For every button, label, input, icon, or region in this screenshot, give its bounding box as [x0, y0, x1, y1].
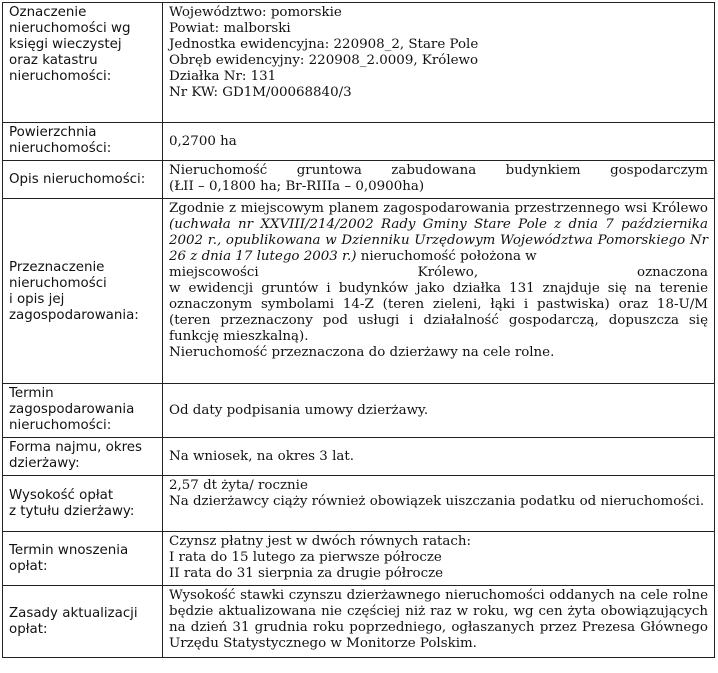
value-purpose: [163, 199, 715, 384]
value-lease-form: Na wniosek, na okres 3 lat.: [163, 438, 715, 476]
purpose-paragraph-lease: Nieruchomość przeznaczona do dzierżawy na cele rolne.: [169, 345, 555, 360]
label-lease-form: Forma najmu, okres dzierżawy:: [3, 438, 163, 476]
label-designation: Oznaczenie nieruchomości wg księgi wieczystej oraz katastru nieruchomości:: [3, 3, 163, 123]
label-purpose: Przeznaczenie nieruchomości i opis jej zagospodarowania:: [3, 199, 163, 384]
label-fee-update-rules: Zasady aktualizacji opłat:: [3, 586, 163, 658]
purpose-paragraph-plan: Zgodnie z miejscowym planem zagospodarowania przestrzennego wsi Królewo (uchwała nr XXVIII/214/2002 Rady Gminy Stare Pole z dnia 7 października 2002 r., opublikowana w Dzienniku Urzędowym Województwa Pomorskiego Nr 26 z dnia 17 lutego 2003 r.) nieruchomość położona w: [169, 201, 708, 264]
row-payment-deadline: [3, 532, 715, 586]
row-description: [3, 161, 715, 199]
row-purpose: [3, 199, 715, 384]
row-area: [3, 123, 715, 161]
label-area: Powierzchnia nieruchomości:: [3, 123, 163, 161]
row-lease-fees: [3, 476, 715, 532]
value-description: Nieruchomość gruntowa zabudowana budynkiem gospodarczym (ŁII – 0,1800 ha; Br-RIIIa – 0,0900ha): [163, 161, 715, 199]
value-development-deadline: Od daty podpisania umowy dzierżawy.: [163, 384, 715, 438]
value-payment-deadline: Czynsz płatny jest w dwóch równych ratach: I rata do 15 lutego za pierwsze półrocze II rata do 31 sierpnia za drugie półrocze: [163, 532, 715, 586]
value-designation: Województwo: pomorskie Powiat: malborski Jednostka ewidencyjna: 220908_2, Stare Pole Obręb ewidencyjny: 220908_2.0009, Królewo Działka Nr: 131 Nr KW: GD1M/00068840/3: [163, 3, 715, 123]
label-payment-deadline: Termin wnoszenia opłat:: [3, 532, 163, 586]
row-fee-update-rules: [3, 586, 715, 658]
row-development-deadline: [3, 384, 715, 438]
purpose-location-line: miejscowości Królewo, oznaczona: [169, 265, 708, 280]
row-lease-form: [3, 438, 715, 476]
property-details-table: [2, 2, 715, 658]
label-development-deadline: Termin zagospodarowania nieruchomości:: [3, 384, 163, 438]
purpose-paragraph-zoning: w ewidencji gruntów i budynków jako działka 131 znajduje się na terenie oznaczonym symbolami 14-Z (teren zieleni, łąki i pastwiska) oraz 18-U/M (teren przeznaczony pod usługi i działalność gospodarczą, dopuszcza się funkcję mieszkalną).: [169, 281, 708, 344]
row-designation: [3, 3, 715, 123]
value-lease-fees: 2,57 dt żyta/ rocznie Na dzierżawcy ciąży również obowiązek uiszczania podatku od nieruchomości.: [163, 476, 715, 532]
value-fee-update-rules: Wysokość stawki czynszu dzierżawnego nieruchomości oddanych na cele rolne będzie aktualizowana nie częściej niż raz w roku, wg cen żyta obowiązujących na dzień 31 grudnia roku poprzedniego, ogłaszanych przez Prezesa Głównego Urzędu Statystycznego w Monitorze Polskim.: [163, 586, 715, 658]
value-area: 0,2700 ha: [163, 123, 715, 161]
label-description: Opis nieruchomości:: [3, 161, 163, 199]
label-lease-fees: Wysokość opłat z tytułu dzierżawy:: [3, 476, 163, 532]
